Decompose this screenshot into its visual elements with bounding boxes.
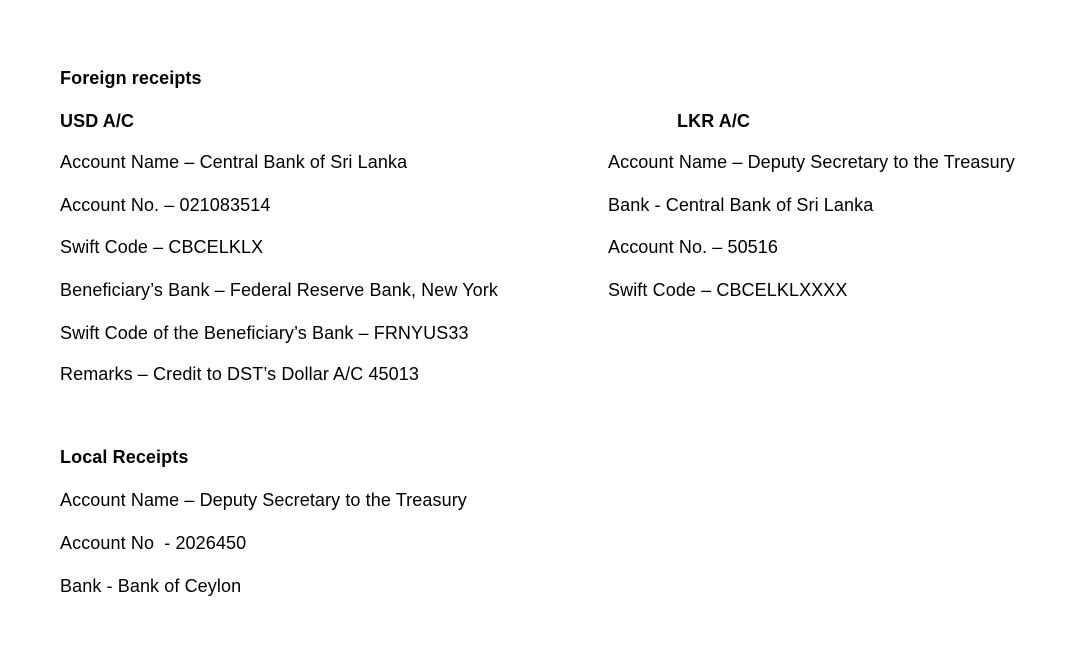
lkr-account-name: Account Name – Deputy Secretary to the Treasury bbox=[608, 152, 1015, 172]
usd-beneficiary-bank: Beneficiary’s Bank – Federal Reserve Bank, New York bbox=[60, 280, 498, 300]
local-account-name: Account Name – Deputy Secretary to the Treasury bbox=[60, 490, 467, 510]
usd-account-heading: USD A/C bbox=[60, 111, 135, 131]
usd-swift-code: Swift Code – CBCELKLX bbox=[60, 237, 264, 257]
lkr-account-number: Account No. – 50516 bbox=[608, 237, 779, 257]
local-receipts-heading: Local Receipts bbox=[60, 447, 189, 467]
usd-beneficiary-swift-code: Swift Code of the Beneficiary’s Bank – FRNYUS33 bbox=[60, 323, 469, 343]
lkr-bank: Bank - Central Bank of Sri Lanka bbox=[608, 195, 874, 215]
local-bank: Bank - Bank of Ceylon bbox=[60, 576, 242, 596]
usd-remarks: Remarks – Credit to DST’s Dollar A/C 45013 bbox=[60, 364, 420, 384]
foreign-receipts-heading: Foreign receipts bbox=[60, 68, 202, 88]
local-account-number: Account No - 2026450 bbox=[60, 533, 247, 553]
usd-account-number: Account No. – 021083514 bbox=[60, 195, 271, 215]
lkr-swift-code: Swift Code – CBCELKLXXXX bbox=[608, 280, 848, 300]
usd-account-name: Account Name – Central Bank of Sri Lanka bbox=[60, 152, 408, 172]
lkr-account-heading: LKR A/C bbox=[677, 111, 751, 131]
